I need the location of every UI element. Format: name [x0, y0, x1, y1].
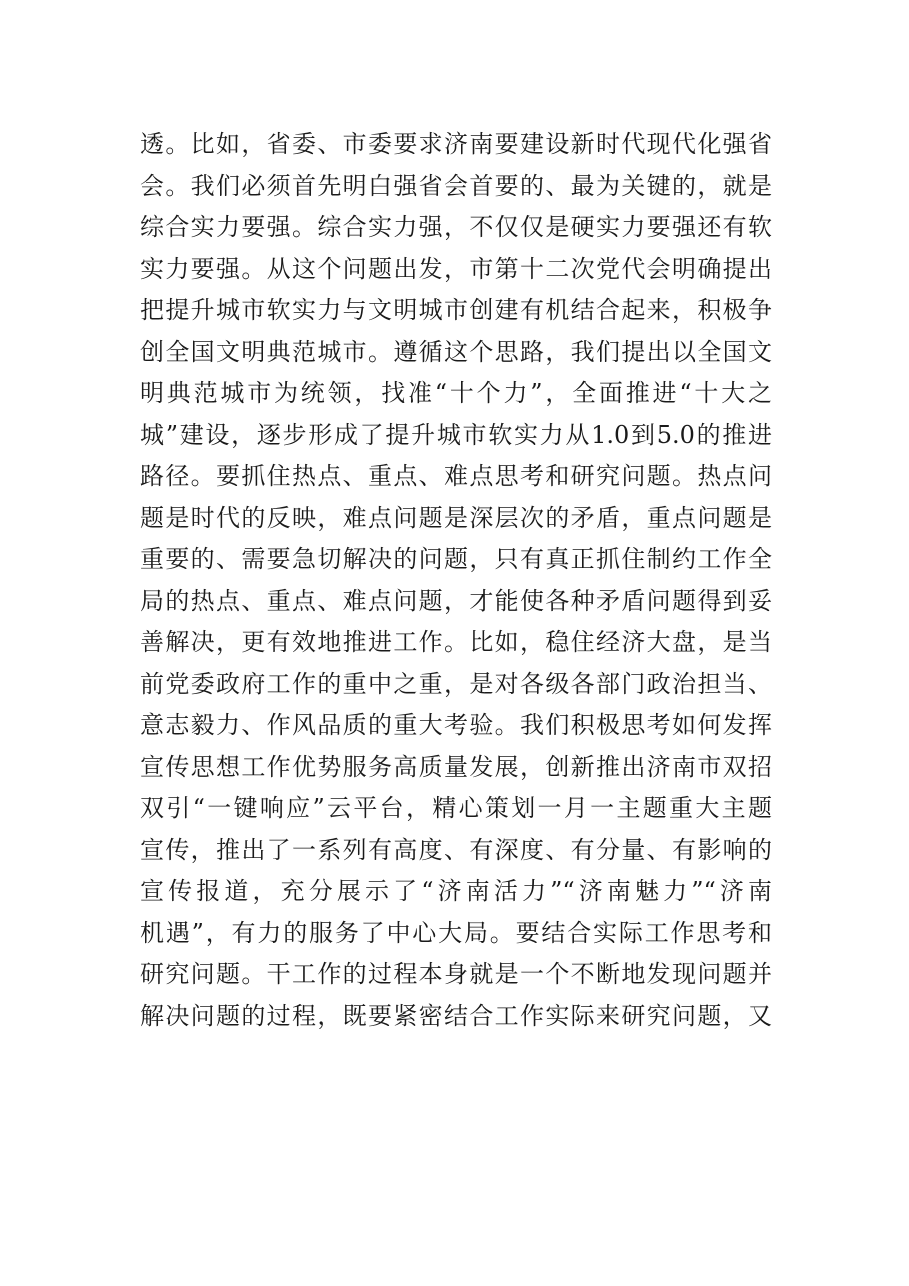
text-line: 宣传，推出了一系列有高度、有深度、有分量、有影响的 — [140, 835, 772, 864]
text-line: 综合实力要强。综合实力强，不仅仅是硬实力要强还有软 — [140, 213, 772, 241]
text-line: 研究问题。干工作的过程本身就是一个不断地发现问题并 — [140, 960, 772, 988]
text-line: 实力要强。从这个问题出发，市第十二次党代会明确提出 — [140, 254, 772, 283]
text-line: 把提升城市软实力与文明城市创建有机结合起来，积极争 — [140, 296, 772, 324]
text-line: 路径。要抓住热点、重点、难点思考和研究问题。热点问 — [140, 462, 772, 490]
text-line: 透。比如，省委、市委要求济南要建设新时代现代化强省 — [140, 130, 772, 158]
text-line: 双引“一键响应”云平台，精心策划一月一主题重大主题 — [140, 794, 772, 822]
text-line: 前党委政府工作的重中之重，是对各级各部门政治担当、 — [140, 669, 772, 698]
text-line: 解决问题的过程，既要紧密结合工作实际来研究问题，又 — [140, 1001, 772, 1030]
body-paragraph — [140, 124, 772, 1037]
text-line: 宣传思想工作优势服务高质量发展，创新推出济南市双招 — [140, 752, 772, 781]
text-line: 创全国文明典范城市。遵循这个思路，我们提出以全国文 — [140, 337, 772, 366]
text-line: 机遇”，有力的服务了中心大局。要结合实际工作思考和 — [140, 918, 772, 947]
text-line: 题是时代的反映，难点问题是深层次的矛盾，重点问题是 — [140, 503, 772, 532]
text-line: 意志毅力、作风品质的重大考验。我们积极思考如何发挥 — [140, 711, 772, 739]
text-line: 明典范城市为统领，找准“十个力”，全面推进“十大之 — [140, 379, 772, 407]
text-line: 会。我们必须首先明白强省会首要的、最为关键的，就是 — [140, 171, 772, 200]
text-line: 宣传报道，充分展示了“济南活力”“济南魅力”“济南 — [140, 877, 772, 905]
text-line: 善解决，更有效地推进工作。比如，稳住经济大盘，是当 — [140, 628, 772, 656]
text-line: 局的热点、重点、难点问题，才能使各种矛盾问题得到妥 — [140, 586, 772, 615]
text-line: 重要的、需要急切解决的问题，只有真正抓住制约工作全 — [140, 545, 772, 573]
text-line: 城”建设，逐步形成了提升城市软实力从1.0到5.0的推进 — [140, 420, 772, 449]
